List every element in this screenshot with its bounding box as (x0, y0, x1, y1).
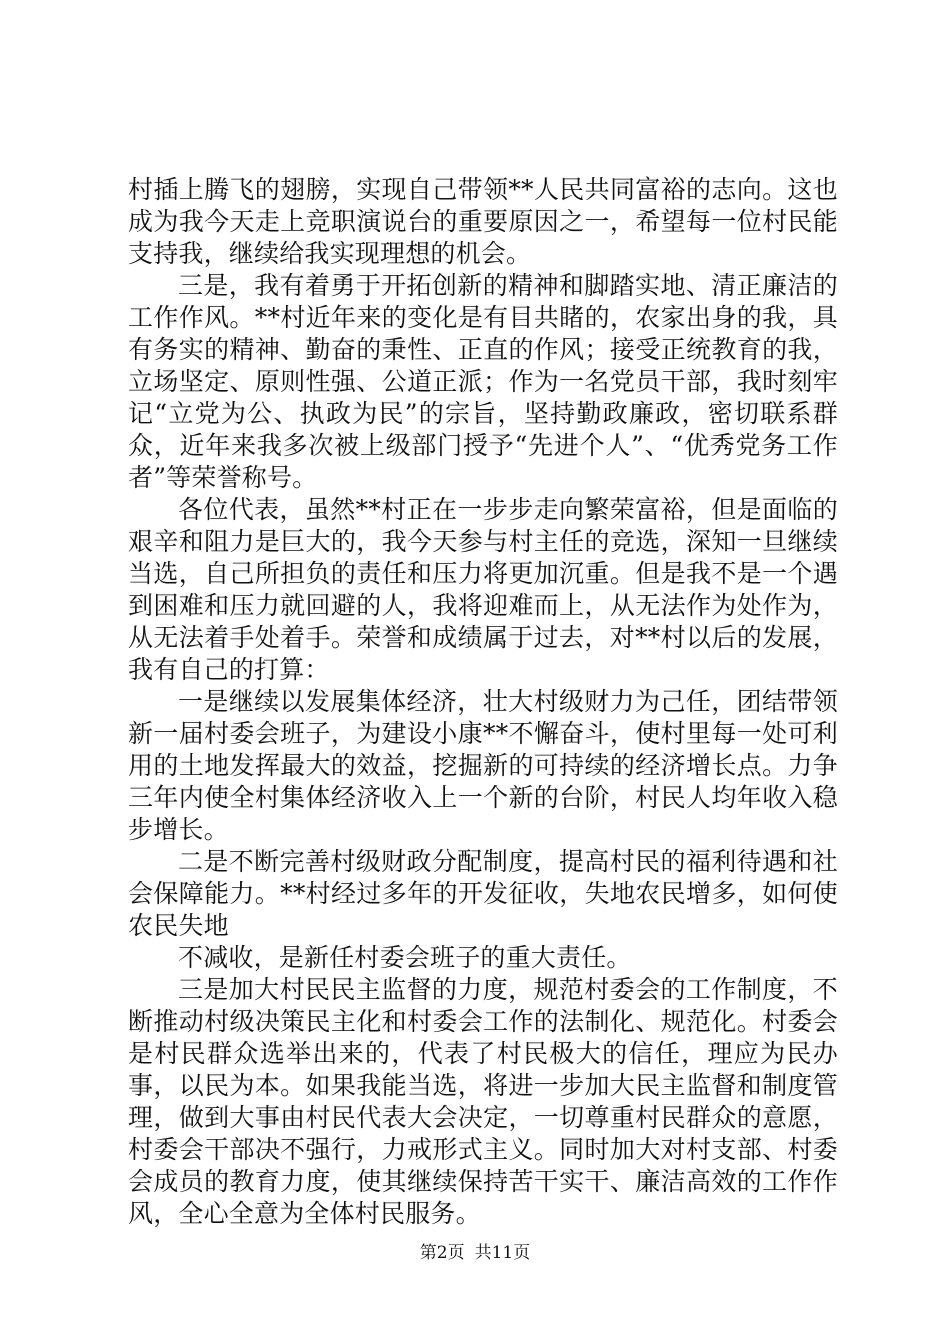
page-footer (0, 1243, 950, 1263)
paragraph-3: 各位代表，虽然**村正在一步步走向繁荣富裕，但是面临的艰辛和阻力是巨大的，我今天参与村主任的竞选，深知一旦继续当选，自己所担负的责任和压力将更加沉重。但是我不是一个遇到困难和压力就回避的人，我将迎难而上，从无法作为处作为，从无法着手处着手。荣誉和成绩属于过去，对**村以后的发展，我有自己的打算： (128, 495, 838, 684)
paragraph-5: 二是不断完善村级财政分配制度，提高村民的福利待遇和社会保障能力。**村经过多年的开发征收，失地农民增多，如何使农民失地 (128, 847, 838, 940)
paragraph-2: 三是，我有着勇于开拓创新的精神和脚踏实地、清正廉洁的工作作风。**村近年来的变化是有目共睹的，农家出身的我，具有务实的精神、勤奋的秉性、正直的作风；接受正统教育的我，立场坚定、原则性强、公道正派；作为一名党员干部，我时刻牢记“立党为公、执政为民”的宗旨，坚持勤政廉政，密切联系群众，近年来我多次被上级部门授予“先进个人”、“优秀党务工作者”等荣誉称号。 (128, 271, 838, 492)
paragraph-1: 村插上腾飞的翅膀，实现自己带领**人民共同富裕的志向。这也成为我今天走上竞职演说台的重要原因之一，希望每一位村民能支持我，继续给我实现理想的机会。 (128, 175, 838, 268)
total-pages: 共11页 (474, 1243, 531, 1263)
paragraph-7: 三是加大村民民主监督的力度，规范村委会的工作制度，不断推动村级决策民主化和村委会工作的法制化、规范化。村委会是村民群众选举出来的，代表了村民极大的信任，理应为民办事，以民为本。如果我能当选，将进一步加大民主监督和制度管理，做到大事由村民代表大会决定，一切尊重村民群众的意愿，村委会干部决不强行，力戒形式主义。同时加大对村支部、村委会成员的教育力度，使其继续保持苦干实干、廉洁高效的工作作风，全心全意为全体村民服务。 (128, 975, 838, 1228)
page-number: 第2页 (419, 1243, 465, 1263)
paragraph-4: 一是继续以发展集体经济，壮大村级财力为己任，团结带领新一届村委会班子，为建设小康**不懈奋斗，使村里每一处可利用的土地发挥最大的效益，挖掘新的可持续的经济增长点。力争三年内使全村集体经济收入上一个新的台阶，村民人均年收入稳步增长。 (128, 687, 838, 844)
paragraph-6: 不减收，是新任村委会班子的重大责任。 (178, 943, 632, 972)
document-body (128, 174, 838, 1230)
